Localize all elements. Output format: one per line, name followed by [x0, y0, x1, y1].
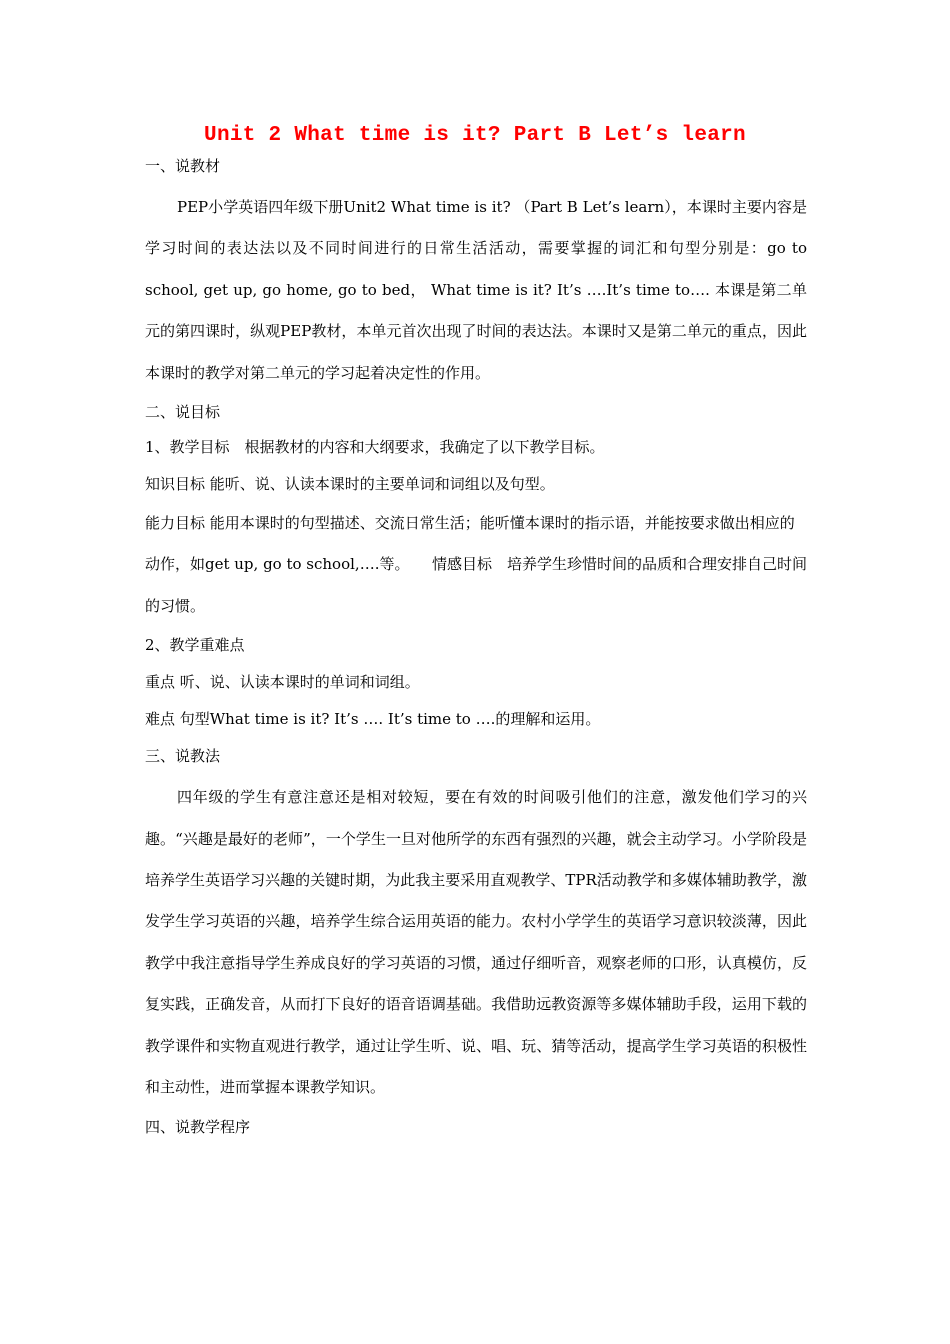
paragraph-textbook: PEP小学英语四年级下册Unit2 What time is it? （Part B Let’s learn），本课时主要内容是学习时间的表达法以及不同时间进行的日常生活活动，需要掌握的词汇和句型分别是：go to school, get up, go home, go to bed， What time is it? It’s ….It’s time to…. 本课是第二单元的第四课时，纵观PEP教材，本单元首次出现了时间的表达法。本课时又是第二单元的重点，因此本课时的教学对第二单元的学习起着决定性的作用。 — [145, 198, 807, 382]
section-heading-procedure: 四、说教学程序 — [145, 1117, 251, 1136]
document-body — [145, 150, 807, 1144]
key-point-line: 重点 听、说、认读本课时的单词和词组。 — [145, 673, 420, 692]
difficult-point-line: 难点 句型What time is it? It’s …. It’s time to ….的理解和运用。 — [145, 710, 601, 729]
paragraph-methods: 四年级的学生有意注意还是相对较短，要在有效的时间吸引他们的注意，激发他们学习的兴趣。“兴趣是最好的老师”，一个学生一旦对他所学的东西有强烈的兴趣，就会主动学习。小学阶段是培养学生英语学习兴趣的关键时期，为此我主要采用直观教学、TPR活动教学和多媒体辅助教学，激发学生学习英语的兴趣，培养学生综合运用英语的能力。农村小学学生的英语学习意识较淡薄，因此教学中我注意指导学生养成良好的学习英语的习惯，通过仔细听音，观察老师的口形，认真模仿，反复实践，正确发音，从而打下良好的语音语调基础。我借助远教资源等多媒体辅助手段，运用下载的教学课件和实物直观进行教学，通过让学生听、说、唱、玩、猜等活动，提高学生学习英语的积极性和主动性，进而掌握本课教学知识。 — [145, 788, 807, 1097]
knowledge-goal-line: 知识目标 能听、说、认读本课时的主要单词和词组以及句型。 — [145, 475, 555, 494]
key-points-heading: 2、教学重难点 — [145, 636, 245, 655]
teaching-goals-line: 1、教学目标 根据教材的内容和大纲要求，我确定了以下教学目标。 — [145, 438, 605, 457]
section-heading-methods: 三、说教法 — [145, 747, 221, 766]
ability-goal-paragraph: 能力目标 能用本课时的句型描述、交流日常生活；能听懂本课时的指示语，并能按要求做出相应的动作，如get up, go to school,….等。 情感目标 培养学生珍惜时间的品质和合理安排自己时间的习惯。 — [145, 514, 807, 615]
section-heading-textbook: 一、说教材 — [145, 157, 221, 175]
section-heading-goals: 二、说目标 — [145, 403, 221, 422]
page-title: Unit 2 What time is it? Part B Let’s learn — [204, 124, 746, 147]
